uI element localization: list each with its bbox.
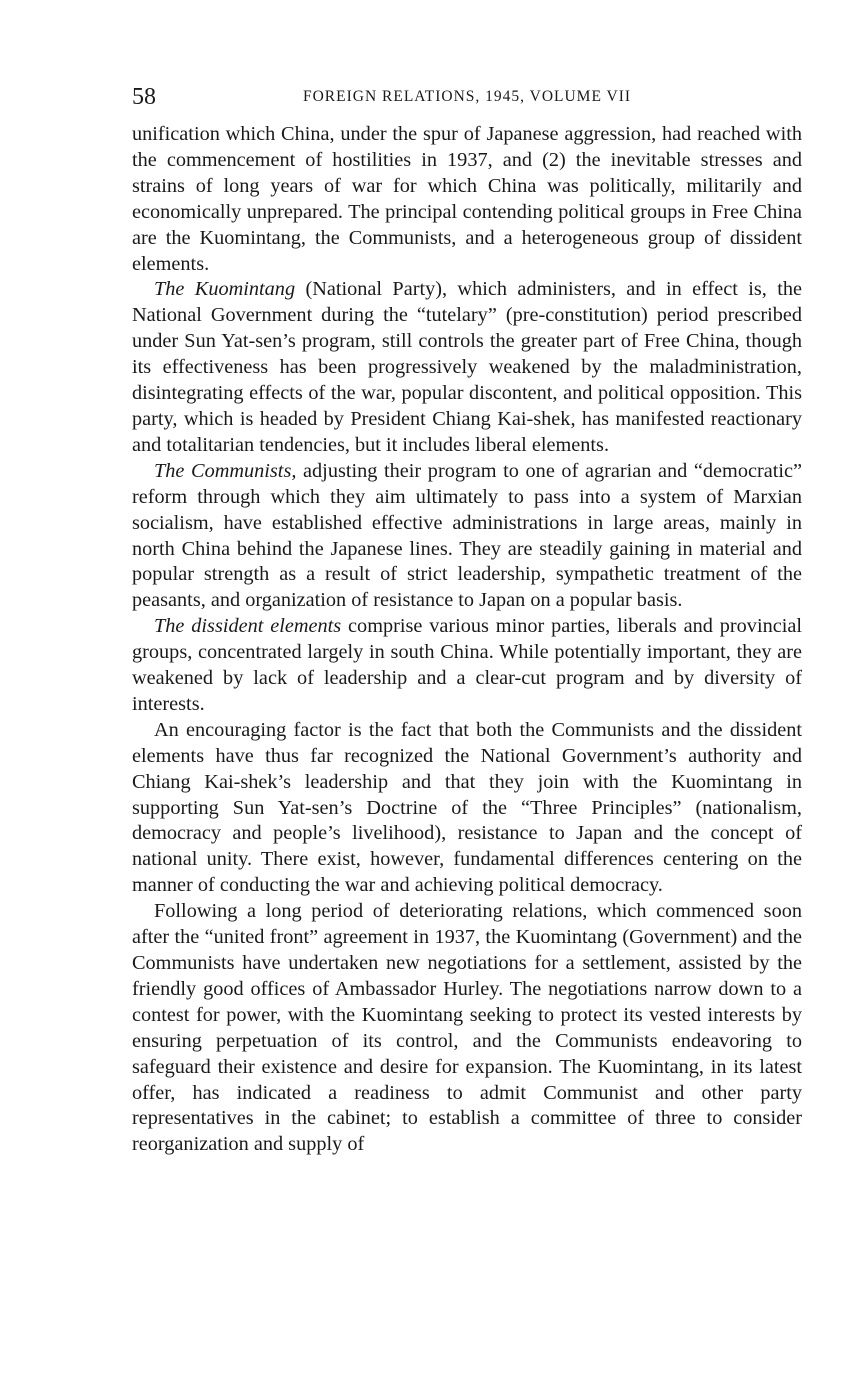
paragraph-text: (National Party), which administers, and in effect is, the National Government during the “tutelary” (pre-constitution) period prescribed under Sun Yat-sen’s program, still controls the greater part of Free China, though its effectiveness has been progressively weakened by the maladministration, disintegrating effects of the war, popular discontent, and political opposition. This party, which is headed by President Chiang Kai-shek, has manifested reactionary and totalitarian tendencies, but it includes liberal elements. — [132, 278, 803, 456]
paragraph-lead: The Kuomintang — [154, 278, 296, 301]
running-head: FOREIGN RELATIONS, 1945, VOLUME VII — [302, 88, 632, 105]
paragraph-lead: The dissident elements — [154, 615, 342, 638]
paragraph-continuation — [132, 122, 802, 277]
paragraph-communists — [132, 459, 802, 614]
paragraph-text: unification which China, under the spur of Japanese aggression, had reached with the commencement of hostilities in 1937, and (2) the inevitable stresses and strains of long years of war for which China was politically, militarily and economically unprepared. The principal contending political groups in Free China are the Kuomintang, the Communists, and a heterogeneous group of dissident elements. — [132, 123, 802, 275]
page-number: 58 — [132, 84, 156, 110]
paragraph-text: comprise various minor parties, liberals and provincial groups, concentrated largely in south China. While potentially important, they are weakened by lack of leadership and a clear-cut program and by diversity of interests. — [132, 615, 802, 715]
page-header — [132, 80, 802, 114]
paragraph-text: Following a long period of deteriorating relations, which commenced soon after the “united front” agreement in 1937, the Kuomintang (Government) and the Communists have undertaken new negotiations for a settlement, assisted by the friendly good offices of Ambassador Hurley. The negotiations narrow down to a contest for power, with the Kuomintang seeking to protect its vested interests by ensuring perpetuation of its control, and the Communists endeavoring to safeguard their existence and desire for expansion. The Kuomintang, in its latest offer, has indicated a readiness to admit Communist and other party representatives in the cabinet; to establish a committee of three to consider reorganization and supply of — [132, 900, 802, 1156]
paragraph-kuomintang — [132, 277, 802, 458]
paragraph-text: An encouraging factor is the fact that both the Communists and the dissident elements have thus far recognized the National Government’s authority and Chiang Kai-shek’s leadership and that they join with the Kuomintang in supporting Sun Yat-sen’s Doctrine of the “Three Principles” (nationalism, democracy and people’s livelihood), resistance to Japan and the concept of national unity. There exist, however, fundamental differences centering on the manner of conducting the war and achieving political democracy. — [132, 718, 802, 897]
paragraph-dissident-elements — [132, 614, 802, 718]
paragraph-negotiations — [132, 899, 802, 1158]
paragraph-text: adjusting their program to one of agrarian and “democratic” reform through which they aim ultimately to pass into a system of Marxian socialism, have established effective administrations in large areas, mainly in north China behind the Japanese lines. They are steadily gaining in material and popular strength as a result of strict leadership, sympathetic treatment of the peasants, and organization of resistance to Japan on a popular basis. — [132, 459, 802, 612]
paragraph-lead: The Communists, — [154, 459, 297, 482]
body-text — [132, 122, 802, 1158]
document-page — [132, 80, 802, 1158]
paragraph-encouraging-factor — [132, 718, 802, 899]
